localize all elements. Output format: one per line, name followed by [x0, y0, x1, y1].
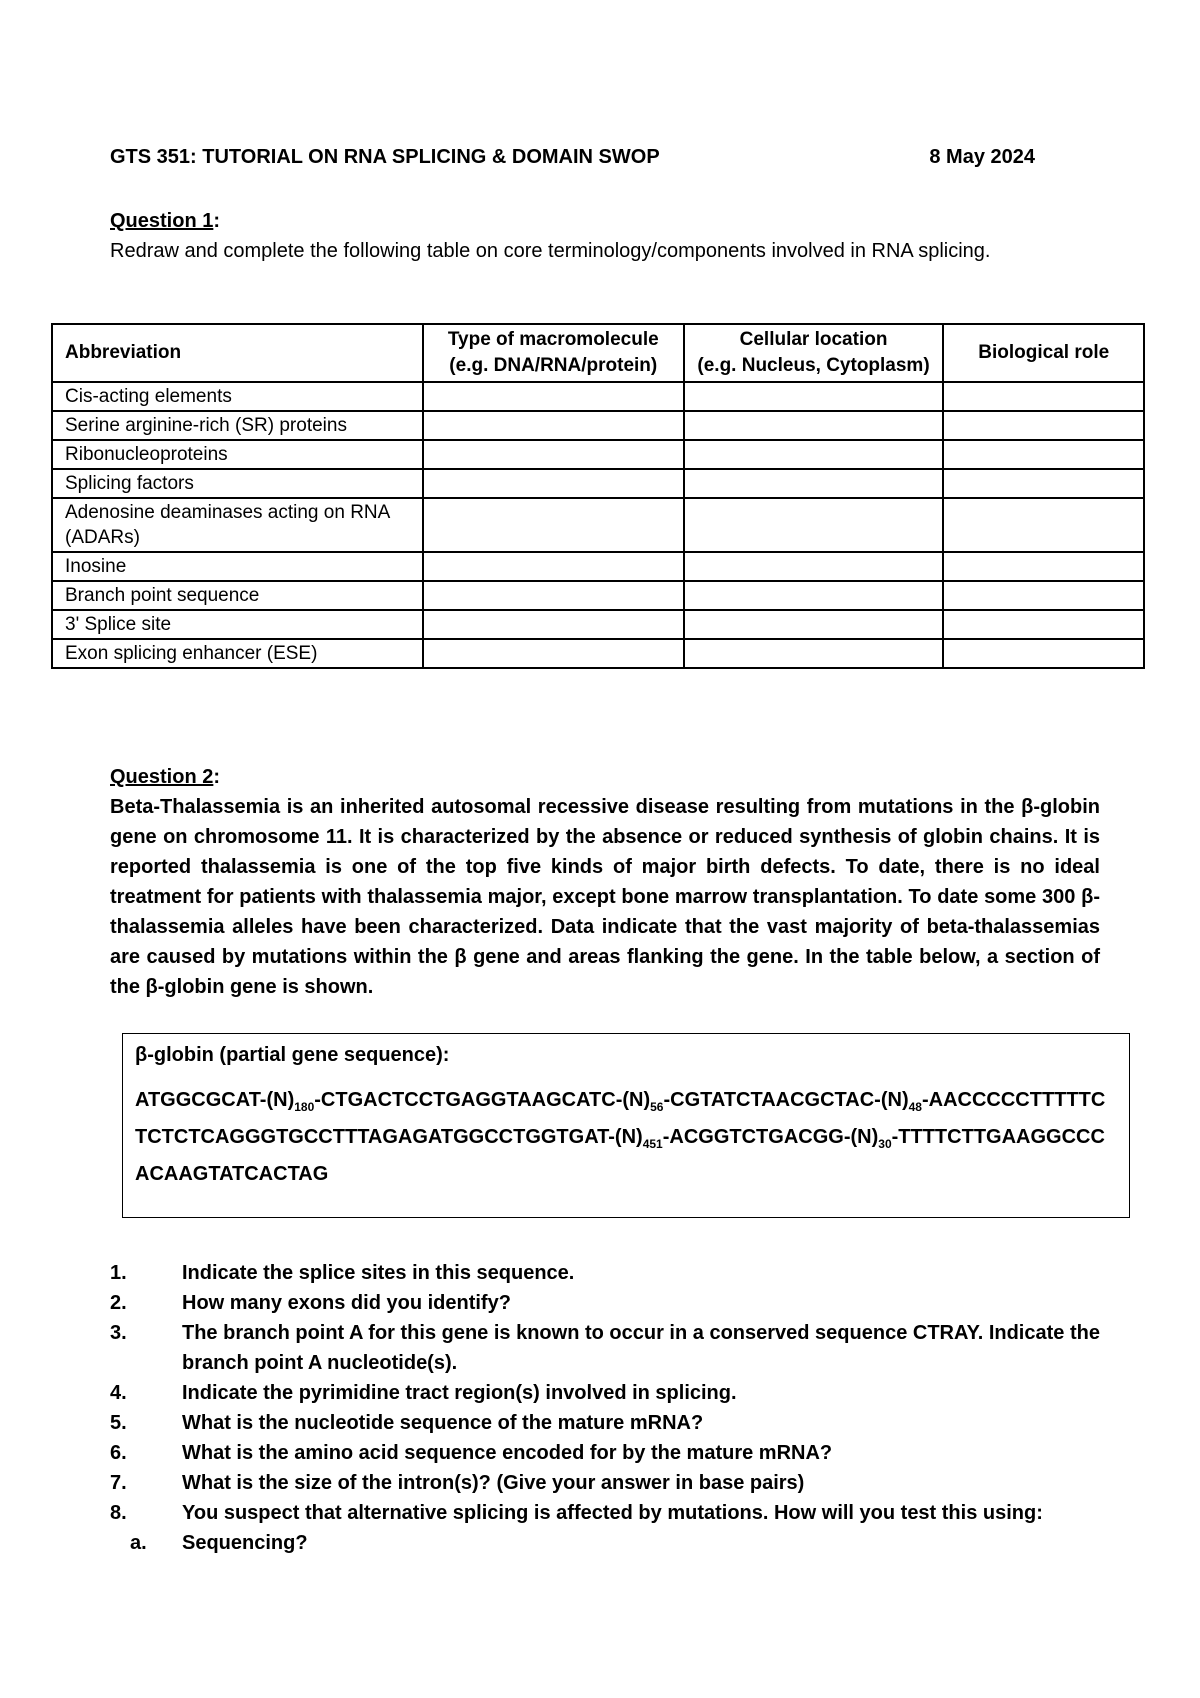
location-cell[interactable]: [684, 639, 944, 668]
terminology-table: [51, 323, 1145, 669]
sequence-segment: ATGGCGCAT-(N): [135, 1089, 295, 1111]
table-row: [52, 581, 1144, 610]
role-cell[interactable]: [943, 581, 1144, 610]
sequence-gap-length: 180: [294, 1100, 315, 1114]
question-1-text: Redraw and complete the following table on core terminology/components involved in RNA splicing.: [110, 240, 991, 262]
page-header: [110, 146, 1035, 169]
role-cell[interactable]: [943, 498, 1144, 552]
list-item: [110, 1318, 1110, 1378]
header-role: Biological role: [943, 324, 1144, 382]
role-cell[interactable]: [943, 382, 1144, 411]
type-cell[interactable]: [423, 382, 684, 411]
question-1-label: Question 1: [110, 210, 214, 232]
type-cell[interactable]: [423, 639, 684, 668]
gene-sequence: [135, 1085, 1117, 1189]
table-row: [52, 639, 1144, 668]
location-cell[interactable]: [684, 610, 944, 639]
sequence-segment: -ACGGTCTGACGG-(N): [662, 1126, 879, 1148]
item-text: You suspect that alternative splicing is affected by mutations. How will you test this using:: [182, 1502, 1043, 1524]
item-number: 6.: [110, 1442, 127, 1464]
question-2-label: Question 2: [110, 766, 214, 788]
question-2: Question 2: Beta-Thalassemia is an inherited autosomal recessive disease resulting from mutations in the β-globin gene on chromosome 11. It is characterized by the absence or reduced synthesis of globin chains. It is reported thalassemia is one of the top five kinds of major birth defects. To date, there is no ideal treatment for patients with thalassemia major, except bone marrow transplantation. To date some 300 β-thalassemia alleles have been characterized. Data indicate that the vast majority of beta-thalassemias are caused by mutations within the β gene and areas flanking the gene. In the table below, a section of the β-globin gene is shown.: [110, 762, 1100, 1002]
sequence-segment: -AACCCCCTTTTTCTCTCTCAGGGTGCCTTTAGAGATGGCCTGGTGAT-(N): [135, 1089, 1106, 1148]
table-row: [52, 440, 1144, 469]
type-cell[interactable]: [423, 610, 684, 639]
sequence-gap-length: 48: [908, 1100, 922, 1114]
item-text: Indicate the pyrimidine tract region(s) involved in splicing.: [182, 1382, 737, 1404]
row-term: Serine arginine-rich (SR) proteins: [52, 411, 423, 440]
type-cell[interactable]: [423, 498, 684, 552]
row-term: Exon splicing enhancer (ESE): [52, 639, 423, 668]
list-item: [110, 1288, 1110, 1318]
location-cell[interactable]: [684, 552, 944, 581]
header-abbreviation: Abbreviation: [52, 324, 423, 382]
list-item: [110, 1378, 1110, 1408]
row-term: Inosine: [52, 552, 423, 581]
location-cell[interactable]: [684, 469, 944, 498]
document-date: 8 May 2024: [929, 146, 1035, 168]
location-cell[interactable]: [684, 440, 944, 469]
table-row: [52, 552, 1144, 581]
item-number: 2.: [110, 1292, 127, 1314]
sequence-title: β-globin (partial gene sequence):: [135, 1044, 450, 1066]
role-cell[interactable]: [943, 610, 1144, 639]
question-list: [110, 1258, 1110, 1558]
item-number: 8.: [110, 1502, 127, 1524]
item-number: a.: [130, 1532, 147, 1554]
header-type-example: (e.g. DNA/RNA/protein): [449, 355, 658, 376]
row-term: Adenosine deaminases acting on RNA (ADARs): [52, 498, 423, 552]
table-row: [52, 411, 1144, 440]
role-cell[interactable]: [943, 411, 1144, 440]
table-row: [52, 610, 1144, 639]
row-term: Splicing factors: [52, 469, 423, 498]
list-item: [110, 1498, 1110, 1528]
item-text: Indicate the splice sites in this sequence.: [182, 1262, 575, 1284]
sub-list-item: [110, 1528, 1110, 1558]
sequence-segment: -CTGACTCCTGAGGTAAGCATC-(N): [314, 1089, 651, 1111]
item-text: Sequencing?: [182, 1532, 308, 1554]
table-row: [52, 469, 1144, 498]
type-cell[interactable]: [423, 411, 684, 440]
item-text: What is the size of the intron(s)? (Give your answer in base pairs): [182, 1472, 805, 1494]
sequence-gap-length: 451: [642, 1137, 663, 1151]
role-cell[interactable]: [943, 469, 1144, 498]
item-text: What is the amino acid sequence encoded for by the mature mRNA?: [182, 1442, 833, 1464]
row-term: Ribonucleoproteins: [52, 440, 423, 469]
location-cell[interactable]: [684, 382, 944, 411]
location-cell[interactable]: [684, 411, 944, 440]
type-cell[interactable]: [423, 552, 684, 581]
header-location: [684, 324, 944, 382]
location-cell[interactable]: [684, 581, 944, 610]
list-item: [110, 1438, 1110, 1468]
role-cell[interactable]: [943, 440, 1144, 469]
document-title: GTS 351: TUTORIAL ON RNA SPLICING & DOMAIN SWOP: [110, 146, 660, 168]
header-type: [423, 324, 684, 382]
table-row: [52, 382, 1144, 411]
list-item: [110, 1408, 1110, 1438]
role-cell[interactable]: [943, 552, 1144, 581]
sequence-gap-length: 30: [878, 1137, 892, 1151]
sequence-box: [122, 1033, 1130, 1218]
sequence-segment: -TTTTCTTGAAGGCCCACAAGTATCACTAG: [135, 1126, 1105, 1185]
question-2-text: Beta-Thalassemia is an inherited autosomal recessive disease resulting from mutations in the β-globin gene on chromosome 11. It is characterized by the absence or reduced synthesis of globin chains. It is reported thalassemia is one of the top five kinds of major birth defects. To date, there is no ideal treatment for patients with thalassemia major, except bone marrow transplantation. To date some 300 β-thalassemia alleles have been characterized. Data indicate that the vast majority of beta-thalassemias are caused by mutations within the β gene and areas flanking the gene. In the table below, a section of the β-globin gene is shown.: [110, 796, 1100, 998]
item-text: The branch point A for this gene is known to occur in a conserved sequence CTRAY. Indicate the branch point A nucleotide(s).: [182, 1322, 1100, 1374]
role-cell[interactable]: [943, 639, 1144, 668]
item-number: 3.: [110, 1322, 127, 1344]
header-location-example: (e.g. Nucleus, Cytoplasm): [697, 355, 930, 376]
header-location-label: Cellular location: [739, 329, 888, 350]
item-number: 5.: [110, 1412, 127, 1434]
item-text: How many exons did you identify?: [182, 1292, 511, 1314]
location-cell[interactable]: [684, 498, 944, 552]
row-term: Branch point sequence: [52, 581, 423, 610]
type-cell[interactable]: [423, 469, 684, 498]
list-item: [110, 1468, 1110, 1498]
header-type-label: Type of macromolecule: [447, 329, 659, 350]
row-term: 3' Splice site: [52, 610, 423, 639]
item-number: 4.: [110, 1382, 127, 1404]
type-cell[interactable]: [423, 581, 684, 610]
item-number: 1.: [110, 1262, 127, 1284]
list-item: [110, 1258, 1110, 1288]
item-number: 7.: [110, 1472, 127, 1494]
row-term: Cis-acting elements: [52, 382, 423, 411]
sequence-gap-length: 56: [650, 1100, 664, 1114]
table-row: [52, 498, 1144, 552]
item-text: What is the nucleotide sequence of the mature mRNA?: [182, 1412, 704, 1434]
table-header-row: [52, 324, 1144, 382]
type-cell[interactable]: [423, 440, 684, 469]
sequence-segment: -CGTATCTAACGCTAC-(N): [663, 1089, 909, 1111]
question-1: Question 1: Redraw and complete the following table on core terminology/components involved in RNA splicing.: [110, 206, 1050, 266]
